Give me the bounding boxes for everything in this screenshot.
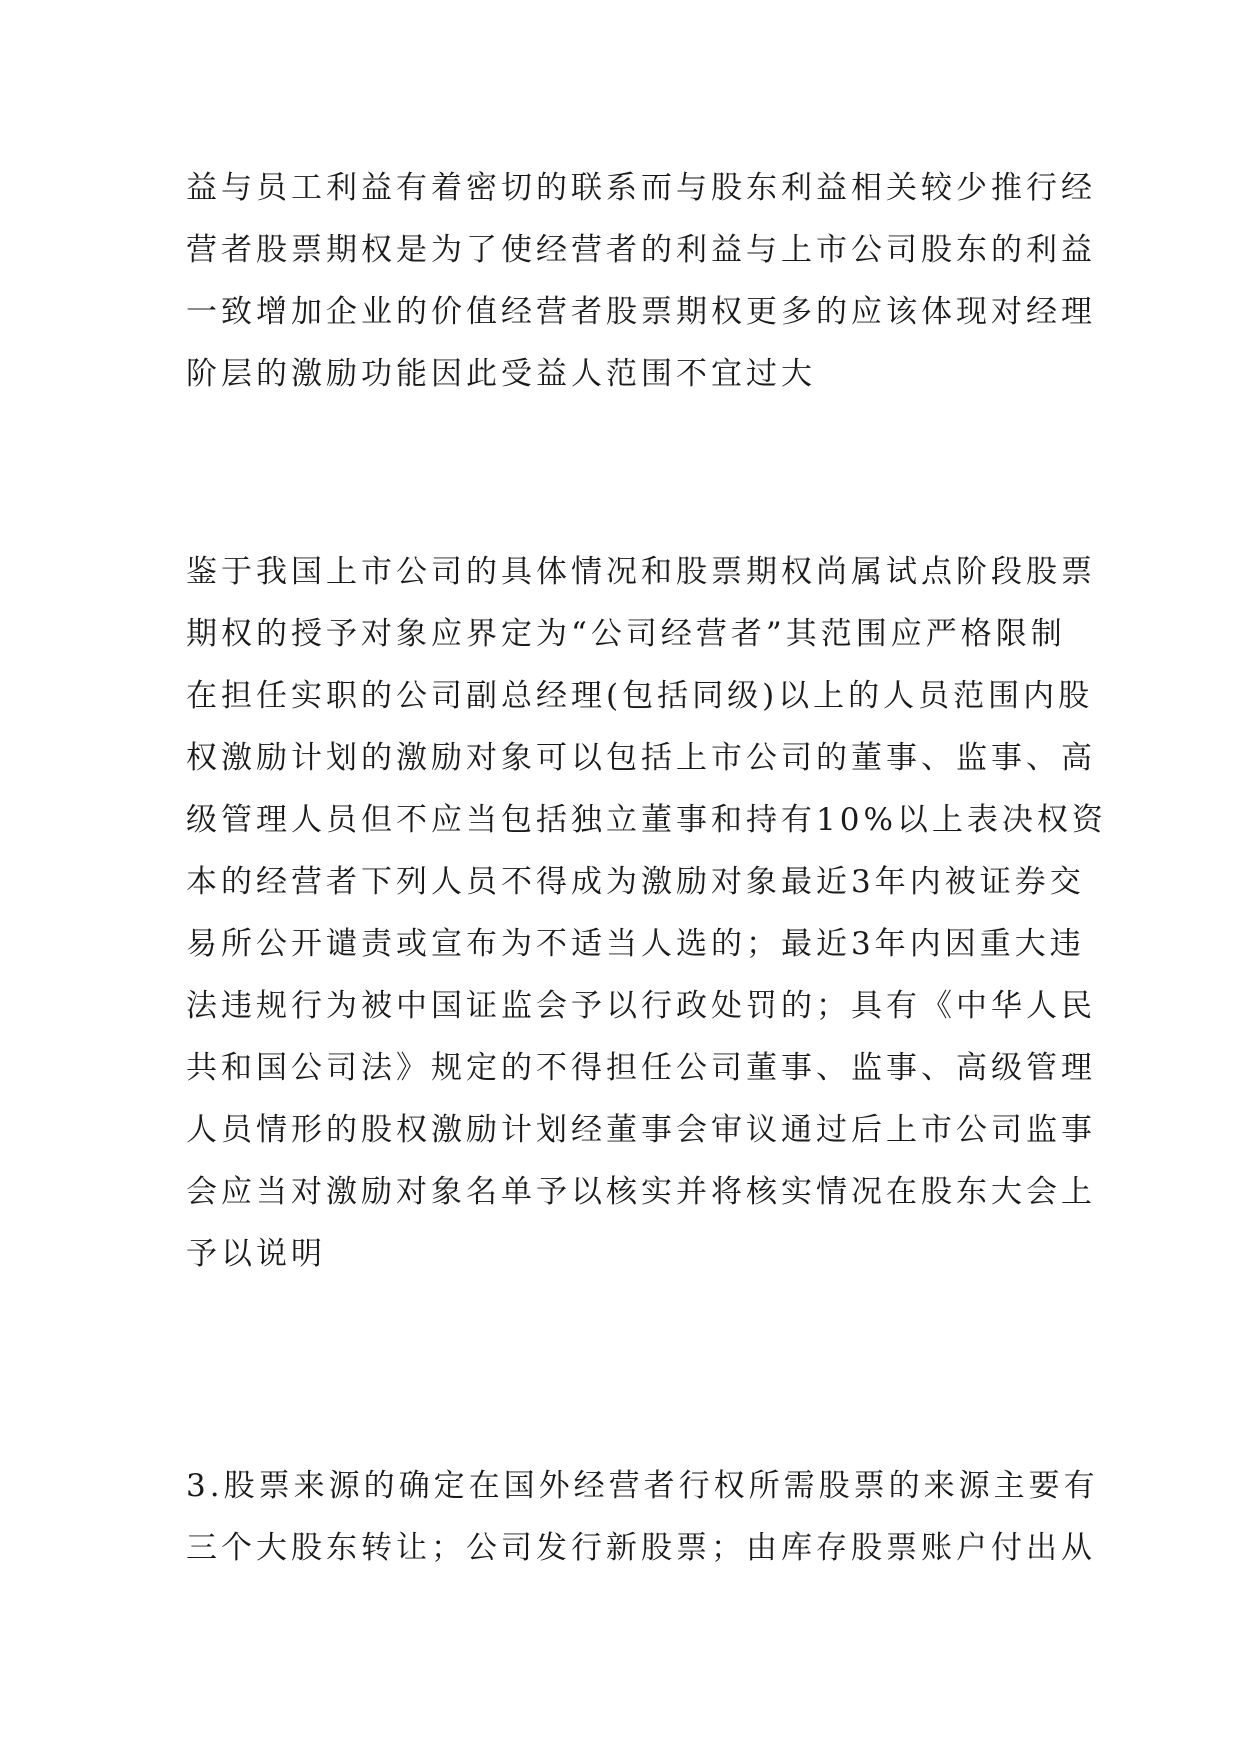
text-line: 一致增加企业的价值经营者股票期权更多的应该体现对经理 [186,294,1096,330]
text-line: 会应当对激励对象名单予以核实并将核实情况在股东大会上 [186,1174,1096,1210]
text-line: 法违规行为被中国证监会予以行政处罚的；具有《中华人民 [186,988,1096,1024]
text-line: 予以说明 [186,1236,326,1272]
text-line: 益与员工利益有着密切的联系而与股东利益相关较少推行经 [186,170,1096,206]
text-line: 三个大股东转让；公司发行新股票；由库存股票账户付出从 [186,1530,1096,1566]
text-line: 权激励计划的激励对象可以包括上市公司的董事、监事、高 [186,740,1096,776]
paragraph-2 [186,541,1107,1285]
text-line: 人员情形的股权激励计划经董事会审议通过后上市公司监事 [186,1112,1096,1148]
text-line: 阶层的激励功能因此受益人范围不宜过大 [186,356,816,392]
text-line: 3.股票来源的确定在国外经营者行权所需股票的来源主要有 [186,1468,1099,1504]
text-line: 期权的授予对象应界定为“公司经营者”其范围应严格限制 [186,616,1066,652]
text-line: 级管理人员但不应当包括独立董事和持有10%以上表决权资 [186,802,1107,838]
text-line: 易所公开谴责或宣布为不适当人选的；最近3年内因重大违 [186,926,1085,962]
text-line: 本的经营者下列人员不得成为激励对象最近3年内被证券交 [186,864,1085,900]
text-line: 共和国公司法》规定的不得担任公司董事、监事、高级管理 [186,1050,1096,1086]
text-line: 鉴于我国上市公司的具体情况和股票期权尚属试点阶段股票 [186,554,1096,590]
paragraph-1 [186,157,1096,405]
text-line: 在担任实职的公司副总经理(包括同级)以上的人员范围内股 [186,678,1094,714]
text-line: 营者股票期权是为了使经营者的利益与上市公司股东的利益 [186,232,1096,268]
paragraph-3 [186,1455,1099,1579]
